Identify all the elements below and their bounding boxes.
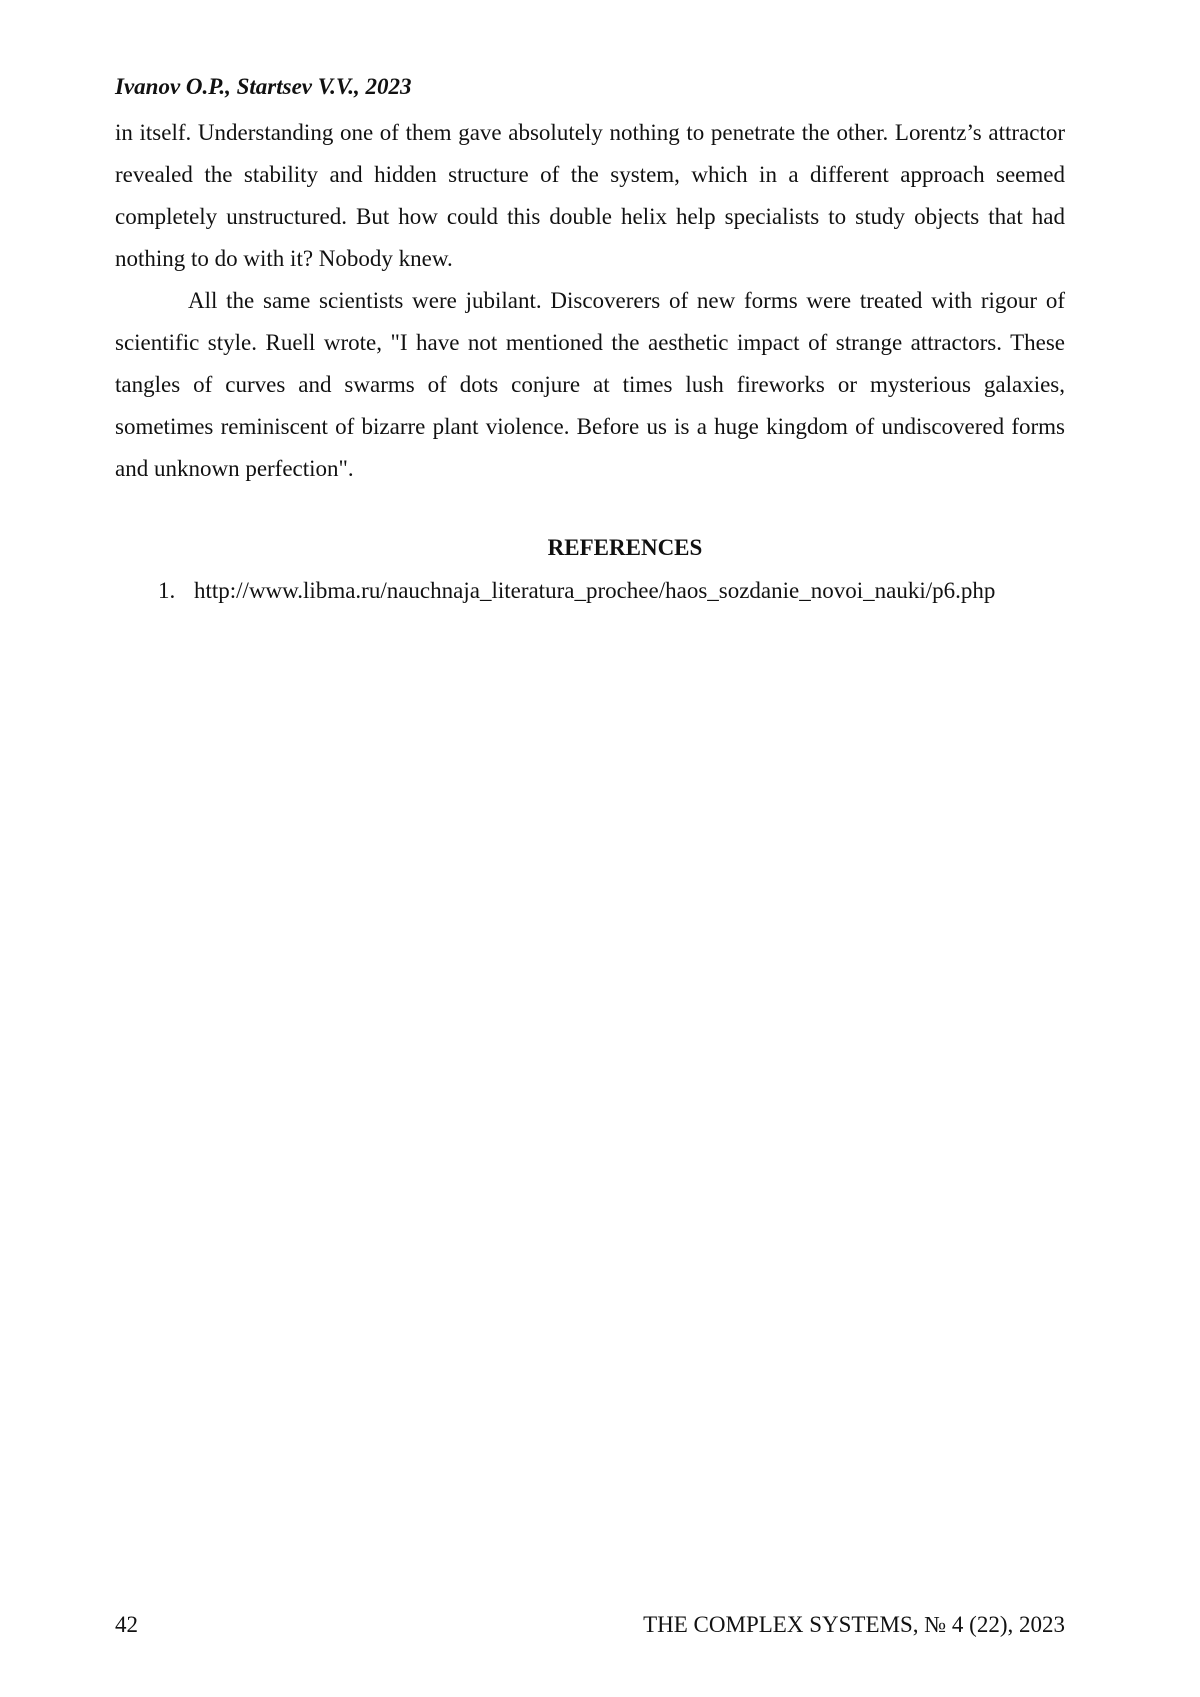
reference-link[interactable]: http://www.libma.ru/nauchnaja_literatura_prochee/haos_sozdanie_novoi_nauki/p6.php <box>194 578 996 603</box>
running-head: Ivanov O.P., Startsev V.V., 2023 <box>115 74 412 99</box>
body-paragraph: All the same scientists were jubilant. Discoverers of new forms were treated with rigour of scientific style. Ruell wrote, "I have not mentioned the aesthetic impact of strange attractors. These tangles of curves and swarms of dots conjure at times lush fireworks or mysterious galaxies, sometimes reminiscent of bizarre plant violence. Before us is a huge kingdom of undiscovered forms and unknown perfection". <box>115 288 1065 481</box>
journal-name: THE COMPLEX SYSTEMS, № 4 (22), 2023 <box>643 1612 1065 1637</box>
reference-item <box>158 575 1088 607</box>
page-footer <box>115 1610 1065 1640</box>
references-list <box>158 575 1088 607</box>
body-paragraph: in itself. Understanding one of them gave absolutely nothing to penetrate the other. Lorentz’s attractor revealed the stability and hidden structure of the system, which in a different approach seemed completely unstructured. But how could this double helix help specialists to study objects that had nothing to do with it? Nobody knew. <box>115 120 1065 271</box>
references-heading: REFERENCES <box>547 535 703 560</box>
reference-number: 1. <box>158 578 176 603</box>
page-number: 42 <box>115 1612 138 1637</box>
article-body <box>115 112 1065 490</box>
